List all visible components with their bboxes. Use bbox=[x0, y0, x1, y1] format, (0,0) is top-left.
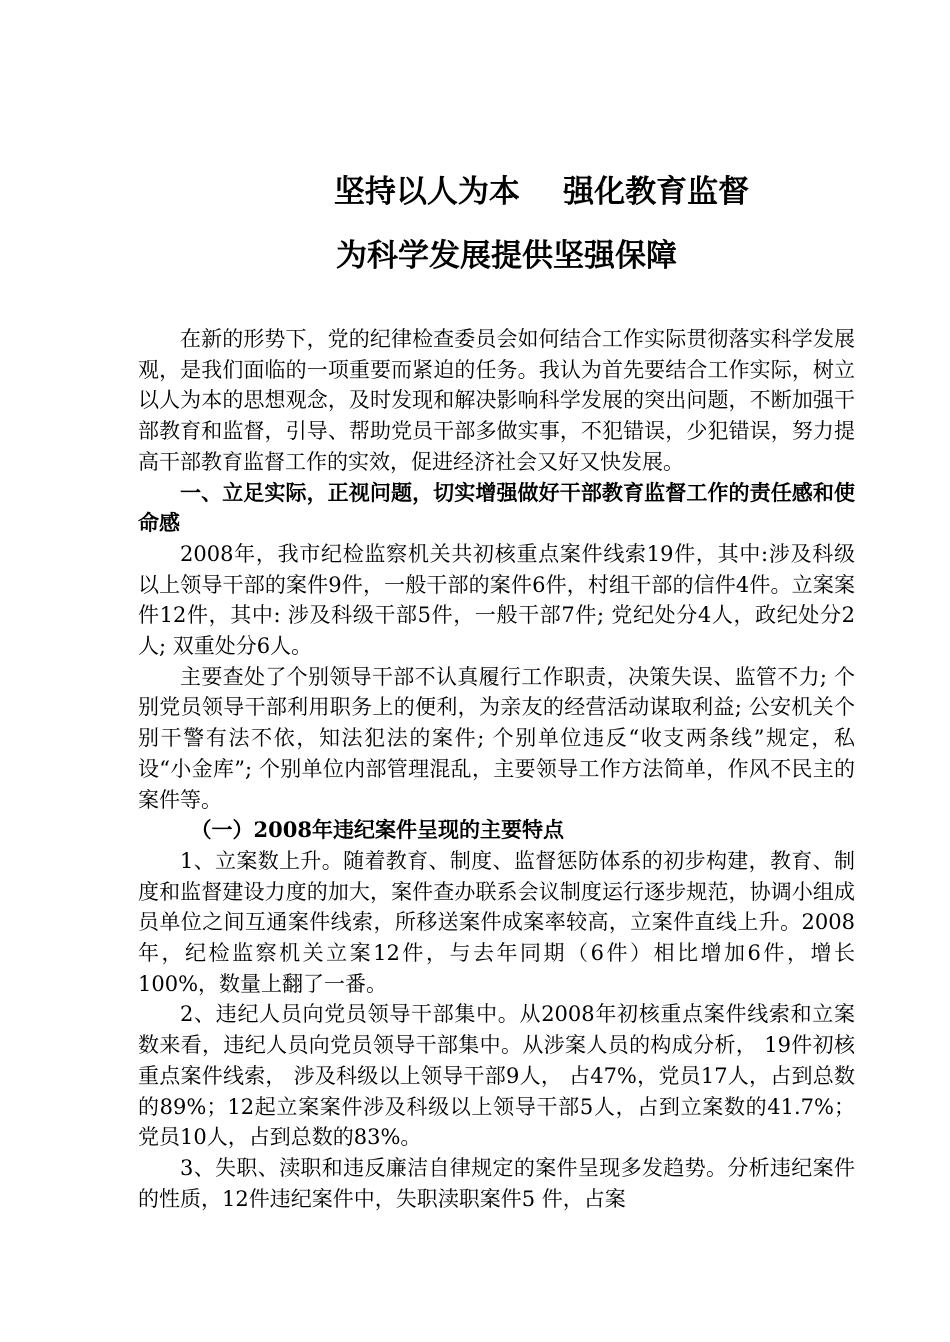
subsection-heading-1: （一）2008年违纪案件呈现的主要特点 bbox=[190, 817, 564, 843]
paragraph-intro: 在新的形势下，党的纪律检查委员会如何结合工作实际贯彻落实科学发展观，是我们面临的一项重要而紧迫的任务。我认为首先要结合工作实际，树立以人为本的思想观念，及时发现和解决影响科学发展的突出问题，不断加强干部教育和监督，引导、帮助党员干部多做实事，不犯错误，少犯错误，努力提高干部教育监督工作的实效，促进经济社会又好又快发展。 bbox=[138, 327, 855, 474]
paragraph-point-2: 2、违纪人员向党员领导干部集中。从2008年初核重点案件线索和立案数来看，违纪人员向党员领导干部集中。从涉案人员的构成分析， 19件初核重点案件线索， 涉及科级以上领导干部9人， 占47%，党员17人，占到总数的89%；12起立案案件涉及科级以上领导干部5人，占到立案数的41.7%；党员10人，占到总数的83%。 bbox=[138, 1002, 855, 1150]
title-line-2: 为科学发展提供坚强保障 bbox=[336, 238, 677, 274]
section-heading-1: 一、立足实际，正视问题，切实增强做好干部教育监督工作的责任感和使命感 bbox=[138, 479, 855, 536]
document-title bbox=[138, 160, 855, 288]
paragraph-point-1: 1、立案数上升。随着教育、制度、监督惩防体系的初步构建，教育、制度和监督建设力度的加大，案件查办联系会议制度运行逐步规范，协调小组成员单位之间互通案件线索，所移送案件成案率较高，立案件直线上升。2008年，纪检监察机关立案12件，与去年同期（6件）相比增加6件，增长100%，数量上翻了一番。 bbox=[138, 848, 855, 996]
title-line-1: 坚持以人为本 强化教育监督 bbox=[333, 174, 750, 210]
paragraph-main-cases: 主要查处了个别领导干部不认真履行工作职责，决策失误、监管不力; 个别党员领导干部利用职务上的便利，为亲友的经营活动谋取利益; 公安机关个别干警有法不依，知法犯法的案件; 个别单位违反“收支两条线”规定，私设“小金库”; 个别单位内部管理混乱，主要领导工作方法简单，作风不民主的案件等。 bbox=[138, 664, 855, 812]
document-body bbox=[138, 324, 855, 1214]
paragraph-case-stats: 2008年，我市纪检监察机关共初核重点案件线索19件，其中:涉及科级以上领导干部的案件9件，一般干部的案件6件，村组干部的信件4件。立案案件12件，其中: 涉及科级干部5件，一般干部7件; 党纪处分4人，政纪处分2人; 双重处分6人。 bbox=[138, 541, 855, 659]
paragraph-point-3: 3、失职、渎职和违反廉洁自律规定的案件呈现多发趋势。分析违纪案件的性质，12件违纪案件中，失职渎职案件5 件，占案 bbox=[138, 1155, 855, 1211]
